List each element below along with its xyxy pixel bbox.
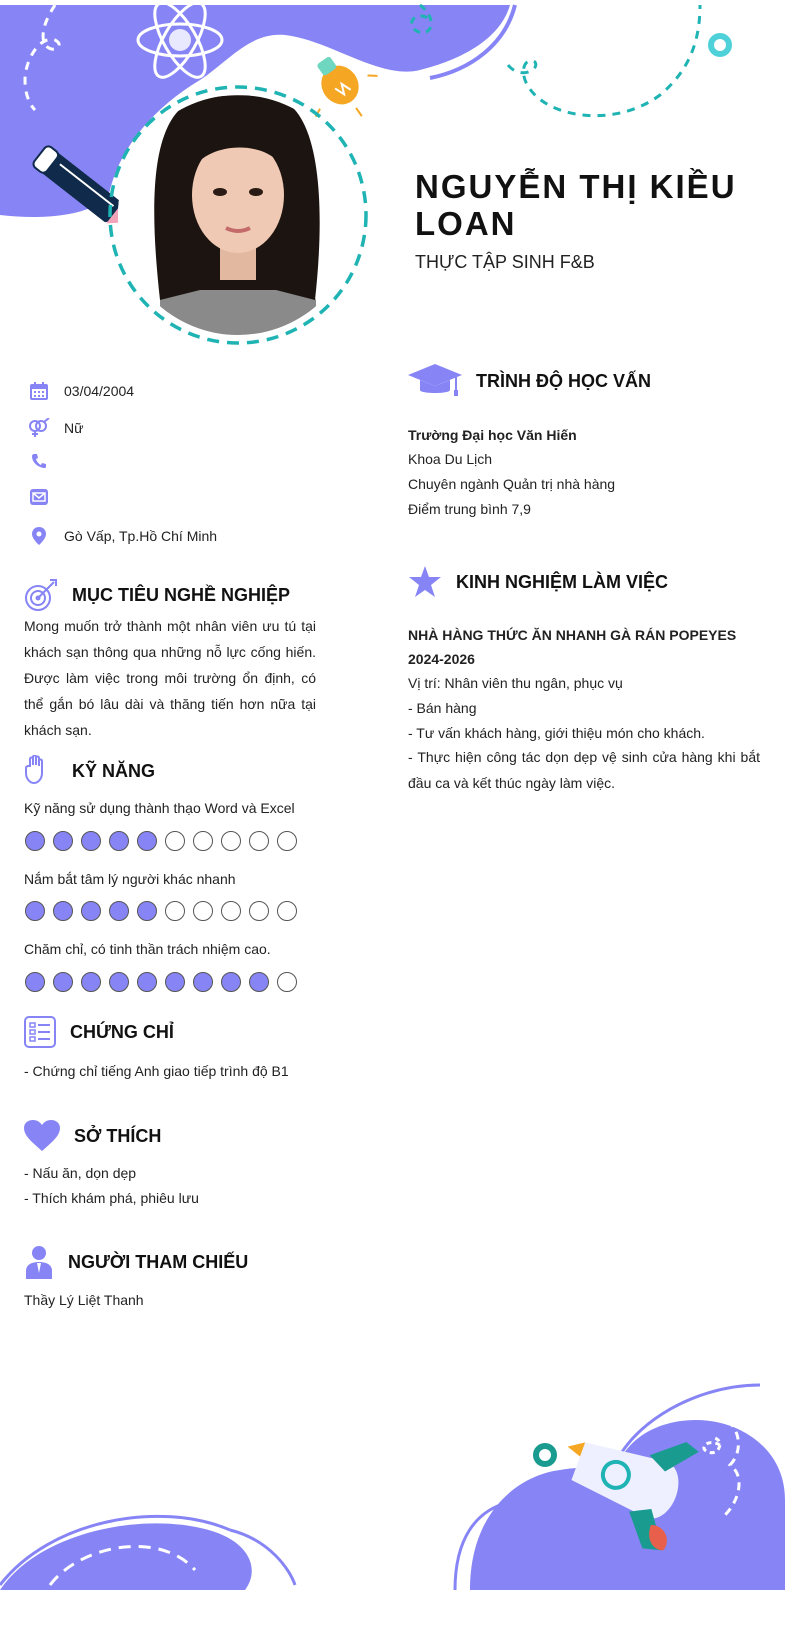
experience-heading [408, 565, 668, 599]
rating-dot-filled [137, 972, 157, 992]
calendar-icon [28, 380, 50, 402]
rating-dot-filled [25, 901, 45, 921]
gender-value: Nữ [64, 420, 84, 436]
rating-dot-filled [109, 972, 129, 992]
skills-heading [24, 755, 155, 787]
experience-company: NHÀ HÀNG THỨC ĂN NHANH GÀ RÁN POPEYES [408, 627, 737, 643]
education-faculty: Khoa Du Lịch [408, 451, 493, 467]
education-gpa: Điểm trung bình 7,9 [408, 501, 531, 517]
rating-dot-filled [221, 972, 241, 992]
skill-rating-3 [25, 972, 297, 992]
skill-rating-1 [25, 831, 297, 851]
email-icon [28, 486, 50, 508]
rating-dot-empty [249, 901, 269, 921]
heart-icon [24, 1120, 60, 1152]
education-heading [408, 364, 651, 398]
references-title: NGƯỜI THAM CHIẾU [68, 1251, 249, 1272]
target-icon [24, 578, 58, 612]
rating-dot-filled [109, 901, 129, 921]
profile-name: NGUYỄN THỊ KIỀU LOAN [415, 168, 737, 242]
rating-dot-empty [221, 831, 241, 851]
education-title: TRÌNH ĐỘ HỌC VẤN [476, 370, 651, 391]
objective-text: Mong muốn trở thành một nhân viên ưu tú tại khách sạn thông qua những nỗ lực cống hiến. Được làm việc trong môi trường ổn định, có thể gắn bó lâu dài và thăng tiến hơn nữa tại khách sạn. [24, 618, 316, 738]
rating-dot-empty [221, 901, 241, 921]
experience-duty-1: - Bán hàng [408, 700, 477, 716]
hobbies-title: SỞ THÍCH [74, 1125, 162, 1146]
experience-position: Vị trí: Nhân viên thu ngân, phục vụ [408, 675, 623, 691]
person-icon [24, 1245, 54, 1279]
contact-gender [28, 417, 83, 439]
checklist-icon [24, 1016, 56, 1048]
skill-label-1: Kỹ năng sử dụng thành thạo Word và Excel [24, 800, 295, 816]
contact-address [28, 525, 217, 547]
certificates-heading [24, 1016, 174, 1048]
skill-rating-2 [25, 901, 297, 921]
hobbies-heading [24, 1120, 161, 1152]
rating-dot-filled [165, 972, 185, 992]
rating-dot-empty [277, 901, 297, 921]
address-value: Gò Vấp, Tp.Hồ Chí Minh [64, 528, 218, 544]
gender-icon [28, 417, 50, 439]
rating-dot-empty [277, 831, 297, 851]
rating-dot-filled [81, 972, 101, 992]
rating-dot-empty [193, 831, 213, 851]
experience-title: KINH NGHIỆM LÀM VIỆC [456, 571, 669, 592]
rating-dot-empty [249, 831, 269, 851]
star-icon [408, 565, 442, 599]
rating-dot-filled [25, 831, 45, 851]
rating-dot-filled [25, 972, 45, 992]
rating-dot-filled [109, 831, 129, 851]
rating-dot-filled [137, 831, 157, 851]
rating-dot-filled [81, 831, 101, 851]
hand-icon [24, 755, 58, 787]
rating-dot-filled [81, 901, 101, 921]
education-major: Chuyên ngành Quản trị nhà hàng [408, 476, 616, 492]
experience-period: 2024-2026 [408, 651, 475, 667]
rating-dot-empty [277, 972, 297, 992]
skill-label-3: Chăm chỉ, có tinh thần trách nhiệm cao. [24, 941, 271, 957]
location-pin-icon [28, 525, 50, 547]
rating-dot-filled [249, 972, 269, 992]
references-heading [24, 1245, 248, 1279]
education-school: Trường Đại học Văn Hiến [408, 427, 577, 443]
experience-duty-3: - Thực hiện công tác dọn dẹp vệ sinh cửa hàng khi bắt đầu ca và kết thúc ngày làm việc. [408, 749, 760, 791]
rating-dot-filled [53, 972, 73, 992]
rating-dot-empty [165, 901, 185, 921]
rating-dot-empty [193, 901, 213, 921]
certificate-item: - Chứng chỉ tiếng Anh giao tiếp trình độ B1 [24, 1063, 289, 1079]
rating-dot-filled [193, 972, 213, 992]
skills-title: KỸ NĂNG [72, 760, 156, 781]
graduation-cap-icon [408, 364, 462, 398]
avatar [110, 87, 366, 345]
objective-title: MỤC TIÊU NGHỀ NGHIỆP [72, 584, 291, 605]
hobby-item-2: - Thích khám phá, phiêu lưu [24, 1190, 199, 1206]
rating-dot-filled [53, 831, 73, 851]
hobby-item-1: - Nấu ăn, dọn dẹp [24, 1165, 137, 1181]
phone-icon [28, 450, 50, 472]
skill-label-2: Nắm bắt tâm lý người khác nhanh [24, 871, 236, 887]
rating-dot-empty [165, 831, 185, 851]
reference-text: Thầy Lý Liệt Thanh [24, 1292, 144, 1308]
experience-duty-2: - Tư vấn khách hàng, giới thiệu món cho khách. [408, 725, 705, 741]
objective-heading [24, 578, 290, 612]
profile-role: THỰC TẬP SINH F&B [415, 252, 595, 272]
dob-value: 03/04/2004 [64, 383, 135, 399]
contact-email [28, 486, 64, 508]
rating-dot-filled [137, 901, 157, 921]
contact-phone [28, 450, 64, 472]
certificates-title: CHỨNG CHỈ [70, 1021, 174, 1042]
contact-dob [28, 380, 134, 402]
footer-decoration [0, 1380, 800, 1638]
rating-dot-filled [53, 901, 73, 921]
